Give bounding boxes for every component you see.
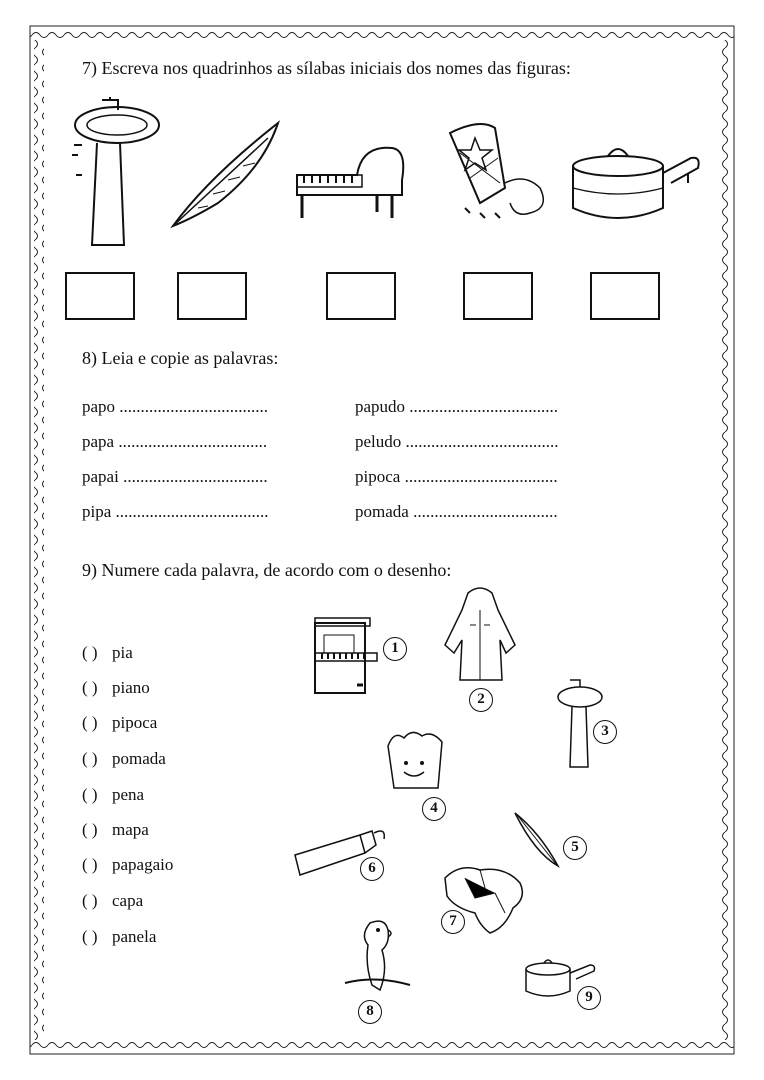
picture-number-5: 5 bbox=[563, 836, 587, 860]
answer-parentheses[interactable]: ( ) bbox=[82, 643, 98, 662]
answer-parentheses[interactable]: ( ) bbox=[82, 785, 98, 804]
picture-number-1: 1 bbox=[383, 637, 407, 661]
picture-number-4: 4 bbox=[422, 797, 446, 821]
answer-box-4[interactable] bbox=[463, 272, 533, 320]
answer-box-5[interactable] bbox=[590, 272, 660, 320]
picture-number-8: 8 bbox=[358, 1000, 382, 1024]
answer-parentheses[interactable]: ( ) bbox=[82, 713, 98, 732]
copy-word-right-4: pomada .................................. bbox=[355, 502, 558, 521]
parrot-icon bbox=[340, 915, 415, 1005]
copy-word-right-3: pipoca .................................... bbox=[355, 467, 558, 486]
answer-parentheses[interactable]: ( ) bbox=[82, 891, 98, 910]
option-row bbox=[82, 855, 173, 875]
option-word: pipoca bbox=[112, 713, 158, 732]
answer-parentheses[interactable]: ( ) bbox=[82, 678, 98, 697]
option-word: pia bbox=[112, 643, 133, 662]
answer-parentheses[interactable]: ( ) bbox=[82, 749, 98, 768]
option-row bbox=[82, 927, 156, 947]
option-row bbox=[82, 678, 150, 698]
popcorn-icon bbox=[380, 728, 450, 796]
picture-number-2: 2 bbox=[469, 688, 493, 712]
option-word: pena bbox=[112, 785, 145, 804]
option-row bbox=[82, 820, 149, 840]
answer-parentheses[interactable]: ( ) bbox=[82, 927, 98, 946]
upright-piano-icon bbox=[312, 615, 380, 695]
picture-number-3: 3 bbox=[593, 720, 617, 744]
option-row bbox=[82, 785, 144, 805]
feather-icon bbox=[168, 118, 283, 230]
answer-box-2[interactable] bbox=[177, 272, 247, 320]
pan-icon bbox=[566, 138, 706, 226]
copy-word-left-4: pipa .................................... bbox=[82, 502, 269, 521]
picture-number-9: 9 bbox=[577, 986, 601, 1010]
answer-parentheses[interactable]: ( ) bbox=[82, 820, 98, 839]
sink-icon bbox=[62, 95, 162, 250]
picture-number-7: 7 bbox=[441, 910, 465, 934]
picture-number-6: 6 bbox=[360, 857, 384, 881]
kite-icon bbox=[440, 118, 550, 230]
copy-word-left-3: papai .................................. bbox=[82, 467, 268, 486]
option-row bbox=[82, 643, 133, 663]
copy-word-left-2: papa ................................... bbox=[82, 432, 268, 451]
piano-icon bbox=[292, 140, 412, 222]
option-word: mapa bbox=[112, 820, 149, 839]
option-row bbox=[82, 749, 166, 769]
copy-word-left-1: papo ................................... bbox=[82, 397, 269, 416]
question-7-title: 7) Escreva nos quadrinhos as sílabas iniciais dos nomes das figuras: bbox=[82, 58, 571, 78]
answer-parentheses[interactable]: ( ) bbox=[82, 855, 98, 874]
option-word: capa bbox=[112, 891, 144, 910]
question-9-title: 9) Numere cada palavra, de acordo com o desenho: bbox=[82, 560, 452, 580]
answer-box-1[interactable] bbox=[65, 272, 135, 320]
option-word: papagaio bbox=[112, 855, 174, 874]
copy-word-right-1: papudo ................................... bbox=[355, 397, 559, 416]
option-word: panela bbox=[112, 927, 157, 946]
option-word: pomada bbox=[112, 749, 166, 768]
copy-word-right-2: peludo .................................... bbox=[355, 432, 559, 451]
option-row bbox=[82, 713, 157, 733]
answer-box-3[interactable] bbox=[326, 272, 396, 320]
question-8-title: 8) Leia e copie as palavras: bbox=[82, 348, 279, 368]
option-row bbox=[82, 891, 143, 911]
raincoat-icon bbox=[440, 585, 520, 685]
option-word: piano bbox=[112, 678, 150, 697]
